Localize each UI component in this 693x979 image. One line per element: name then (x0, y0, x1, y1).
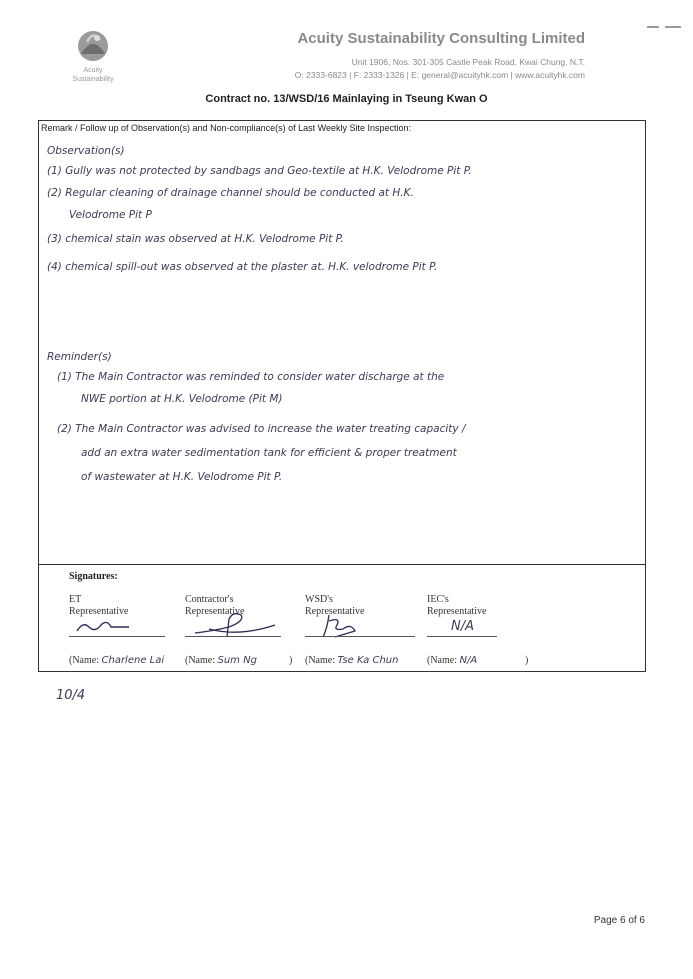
iec-signature-mark: N/A (451, 619, 474, 634)
name-label: (Name: (185, 655, 215, 666)
name-label: (Name: (427, 655, 457, 666)
observation-heading: Observation(s) (47, 145, 125, 157)
logo-text-1: Acuity (83, 67, 103, 74)
contractor-name-value: Sum Ng (217, 655, 257, 666)
remark-label: Remark / Follow up of Observation(s) and Non-compliance(s) of Last Weekly Site Inspection: (41, 123, 411, 133)
role-line: Representative (427, 606, 487, 617)
contractor-signature-line (185, 636, 281, 637)
role-line: IEC's (427, 594, 449, 605)
observation-line: (4) chemical spill-out was observed at the plaster at. H.K. velodrome Pit P. (47, 261, 438, 273)
iec-role (427, 594, 486, 618)
iec-signature-line (427, 636, 497, 637)
logo-text-2: Sustainability (72, 76, 114, 83)
wsd-name (305, 655, 398, 666)
et-name-value: Charlene Lai (101, 655, 165, 666)
role-line: Representative (305, 606, 365, 617)
signatures-title: Signatures: (69, 571, 118, 582)
signature-divider (39, 564, 645, 565)
reminder-line: (1) The Main Contractor was reminded to consider water discharge at the (57, 371, 445, 383)
role-line: Contractor's (185, 594, 234, 605)
remark-box (38, 120, 646, 672)
et-signature-mark (73, 615, 133, 635)
company-logo (62, 28, 124, 88)
company-address (295, 56, 585, 82)
role-line: ET (69, 594, 82, 605)
observation-line: (3) chemical stain was observed at H.K. Velodrome Pit P. (47, 233, 344, 245)
wsd-name-value: Tse Ka Chun (337, 655, 399, 666)
logo-emblem-icon (73, 28, 113, 66)
contract-title: Contract no. 13/WSD/16 Mainlaying in Tseung Kwan O (205, 93, 488, 105)
observation-line: (2) Regular cleaning of drainage channel should be conducted at H.K. (47, 187, 414, 199)
date-note: 10/4 (56, 688, 86, 703)
address-line: Unit 1906, Nos. 301-305 Castle Peak Road, Kwai Chung, N.T. (351, 57, 585, 67)
role-line: Representative (185, 606, 245, 617)
scan-mark (647, 16, 681, 20)
wsd-signature-mark (315, 611, 385, 639)
reminder-line: (2) The Main Contractor was advised to increase the water treating capacity / (57, 423, 466, 435)
et-name (69, 655, 164, 666)
wsd-signature-line (305, 636, 415, 637)
reminder-line: add an extra water sedimentation tank for efficient & proper treatment (81, 447, 457, 459)
contractor-name (185, 655, 257, 666)
role-line: WSD's (305, 594, 333, 605)
observation-line: Velodrome Pit P (69, 209, 152, 221)
observation-line: (1) Gully was not protected by sandbags and Geo-textile at H.K. Velodrome Pit P. (47, 165, 472, 177)
role-line: Representative (69, 606, 129, 617)
name-label: (Name: (305, 655, 335, 666)
iec-name-value: N/A (459, 655, 478, 666)
company-name: Acuity Sustainability Consulting Limited (297, 30, 585, 47)
reminder-heading: Reminder(s) (47, 351, 112, 363)
contact-line: O: 2333-6823 | F: 2333-1326 | E: general@acuityhk.com | www.acuityhk.com (294, 70, 585, 80)
reminder-line: of wastewater at H.K. Velodrome Pit P. (81, 471, 283, 483)
close-paren: ) (525, 655, 529, 666)
name-label: (Name: (69, 655, 99, 666)
contractor-signature-mark (189, 611, 279, 639)
page-number: Page 6 of 6 (593, 915, 645, 926)
close-paren: ) (289, 655, 293, 666)
reminder-line: NWE portion at H.K. Velodrome (Pit M) (81, 393, 283, 405)
et-signature-line (69, 636, 165, 637)
iec-name (427, 655, 477, 666)
